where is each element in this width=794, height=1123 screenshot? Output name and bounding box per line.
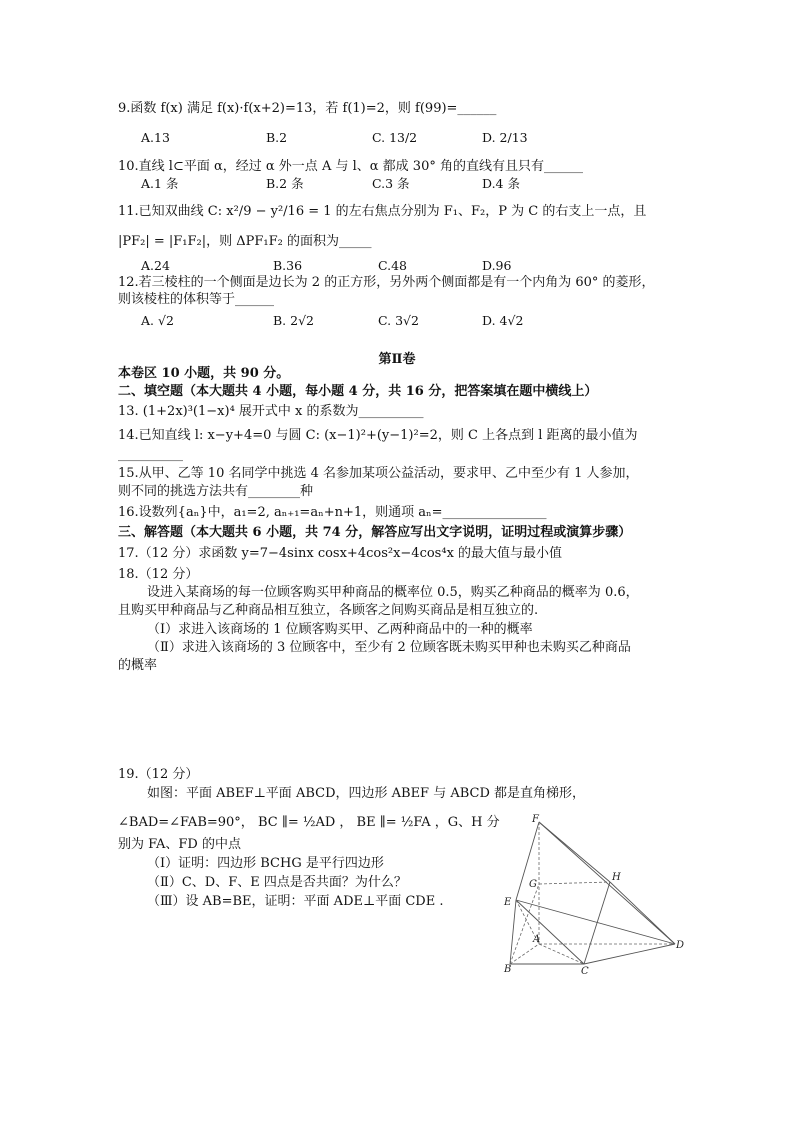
q12-option-a: A. √2 — [141, 313, 174, 328]
part2-intro: 本卷区 10 小题，共 90 分。 — [118, 366, 290, 381]
q18-para-1: 设进入某商场的每一位顾客购买甲种商品的概率位 0.5，购买乙种商品的概率为 0.6， — [147, 585, 639, 600]
q19-part-2: （Ⅱ）C、D、F、E 四点是否共面？为什么？ — [147, 875, 407, 890]
edge-fd — [539, 822, 675, 944]
q19-para-2: ∠BAD=∠FAB=90°， BC ∥= ½AD ， BE ∥= ½FA ，G、H 分 — [118, 815, 500, 830]
q18-para-2: 且购买甲种商品与乙种商品相互独立，各顾客之间购买商品是相互独立的. — [118, 603, 539, 618]
q11-stem: 11.已知双曲线 C: x²/9 − y²/16 = 1 的左右焦点分别为 F₁、F₂，P 为 C 的右支上一点，且 — [118, 204, 647, 219]
label-d: D — [676, 940, 685, 951]
label-g: G — [529, 879, 537, 890]
label-b: B — [504, 964, 512, 975]
q15-line-1: 15.从甲、乙等 10 名同学中挑选 4 名参加某项公益活动，要求甲、乙中至少有 1 人参加， — [118, 466, 639, 481]
edge-cd — [584, 944, 675, 964]
q9-option-b: B.2 — [266, 130, 288, 145]
q10-stem: 10.直线 l⊂平面 α，经过 α 外一点 A 与 l、α 都成 30° 角的直线有且只有______ — [118, 159, 583, 174]
q12-option-b: B. 2√2 — [273, 313, 315, 328]
part2-title: 第Ⅱ卷 — [378, 352, 416, 367]
label-c: C — [581, 966, 589, 977]
edge-ba — [510, 944, 539, 964]
q19-para-3: 别为 FA、FD 的中点 — [118, 837, 241, 852]
geometry-figure — [500, 812, 690, 977]
q13: 13. (1+2x)³(1−x)⁴ 展开式中 x 的系数为__________ — [118, 404, 424, 419]
q17: 17.（12 分）求函数 y=7−4sinx cosx+4cos²x−4cos⁴x 的最大值与最小值 — [118, 546, 563, 561]
q9-option-d: D. 2/13 — [482, 130, 528, 145]
q10-option-b: B.2 条 — [266, 176, 304, 191]
q14-line-1: 14.已知直线 l: x−y+4=0 与圆 C: (x−1)²+(y−1)²=2，则 C 上各点到 l 距离的最小值为 — [118, 428, 638, 443]
edge-ac — [539, 944, 584, 964]
q10-option-d: D.4 条 — [482, 176, 520, 191]
q11-option-b: B.36 — [273, 258, 303, 273]
q12-stem: 12.若三棱柱的一个侧面是边长为 2 的正方形，另外两个侧面都是有一个内角为 60° 的菱形， — [118, 275, 655, 290]
edge-ch — [584, 882, 610, 964]
q10-option-a: A.1 条 — [141, 176, 179, 191]
q9-stem: 9.函数 f(x) 满足 f(x)·f(x+2)=13，若 f(1)=2，则 f(99)=______ — [118, 101, 497, 116]
q11-option-d: D.96 — [482, 258, 512, 273]
q12-option-d: D. 4√2 — [482, 313, 524, 328]
q16: 16.设数列{aₙ}中，a₁=2, aₙ₊₁=aₙ+n+1，则通项 aₙ=________________ — [118, 505, 547, 520]
label-a: A — [533, 934, 541, 945]
q18-part-2: （Ⅱ）求进入该商场的 3 位顾客中，至少有 2 位顾客既未购买甲种也未购买乙种商品 — [147, 640, 631, 655]
q12-option-c: C. 3√2 — [378, 313, 419, 328]
q9-option-a: A.13 — [141, 130, 170, 145]
q14-line-2: __________ — [118, 447, 183, 462]
label-h: H — [612, 872, 621, 883]
edge-gh — [539, 882, 610, 884]
section-answer-heading: 三、解答题（本大题共 6 小题，共 74 分，解答应写出文字说明，证明过程或演算步骤） — [118, 525, 632, 540]
q15-line-2: 则不同的挑选方法共有________种 — [118, 484, 314, 499]
q10-option-c: C.3 条 — [372, 176, 410, 191]
q19-part-1: （Ⅰ）证明：四边形 BCHG 是平行四边形 — [147, 856, 384, 871]
q9-option-c: C. 13/2 — [372, 130, 418, 145]
q18-part-1: （Ⅰ）求进入该商场的 1 位顾客购买甲、乙两种商品中的一种的概率 — [147, 622, 533, 637]
q18-part-2-cont: 的概率 — [118, 658, 158, 673]
q11-stem-2: |PF₂| = |F₁F₂|，则 ΔPF₁F₂ 的面积为_____ — [118, 234, 372, 249]
q11-option-c: C.48 — [378, 258, 407, 273]
label-e: E — [504, 897, 512, 908]
q11-option-a: A.24 — [141, 258, 170, 273]
q12-stem-2: 则该棱柱的体积等于______ — [118, 292, 275, 307]
q19-para-1: 如图：平面 ABEF⊥平面 ABCD，四边形 ABEF 与 ABCD 都是直角梯形， — [147, 786, 586, 801]
section-fill-blank-heading: 二、填空题（本大题共 4 小题，每小题 4 分，共 16 分，把答案填在题中横线上） — [118, 384, 598, 399]
q18-head: 18.（12 分） — [118, 567, 199, 582]
q19-part-3: （Ⅲ）设 AB=BE，证明：平面 ADE⊥平面 CDE . — [147, 894, 444, 909]
label-f: F — [532, 814, 539, 825]
edge-eb — [510, 900, 516, 964]
edge-bg — [510, 884, 539, 964]
q19-head: 19.（12 分） — [118, 767, 199, 782]
